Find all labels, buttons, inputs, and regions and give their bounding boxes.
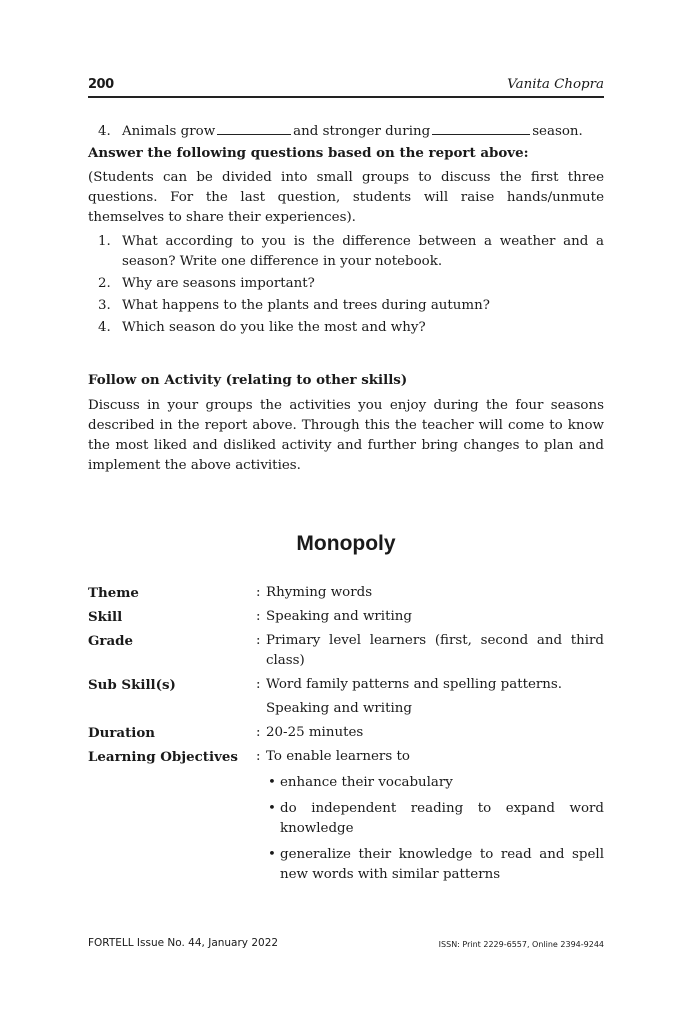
issn-info: ISSN: Print 2229-6557, Online 2394-9244 [438,940,604,949]
question-text: Which season do you like the most and why? [122,320,426,335]
question-item [88,232,604,272]
meta-row-skill [88,607,604,627]
meta-row-sub-skills [88,675,604,719]
questions-instruction: (Students can be divided into small groups to discuss the first three questions. For the last question, students will raise hands/unmute themselves to share their experiences). [88,170,604,225]
activity-meta [88,583,604,885]
meta-value-line: Speaking and writing [266,701,412,716]
question-number: 1. [98,234,111,249]
meta-row-learning-objectives [88,747,604,885]
objective-text: enhance their vocabulary [280,775,453,790]
question-number: 2. [98,276,111,291]
follow-on-heading: Follow on Activity (relating to other skills) [88,372,408,388]
meta-colon: : [256,677,261,692]
fill-in-text-before: Animals grow [122,124,216,139]
meta-colon: : [256,725,261,740]
page-footer [88,933,604,949]
meta-value [266,675,604,719]
meta-label: Sub Skill(s) [88,677,176,693]
meta-value [266,747,604,885]
fill-in-number: 4. [98,124,111,139]
fill-in-text-after: season. [532,124,583,139]
meta-row-grade [88,631,604,671]
question-text: Why are seasons important? [122,276,315,291]
running-author: Vanita Chopra [507,77,604,92]
bullet-icon: • [268,801,276,816]
meta-value: Primary level learners (first, second and third class) [266,633,604,668]
answer-blank-1[interactable] [217,120,291,135]
questions-heading: Answer the following questions based on the report above: [88,145,529,161]
meta-label: Learning Objectives [88,749,238,765]
follow-on-section [88,370,604,476]
meta-value-line: Word family patterns and spelling patterns. [266,677,563,692]
meta-row-theme [88,583,604,603]
header-rule [88,96,604,98]
meta-colon: : [256,585,261,600]
meta-label: Grade [88,633,134,649]
meta-colon: : [256,749,261,764]
meta-value: Speaking and writing [266,609,412,624]
fill-in-text-middle: and stronger during [293,124,431,139]
answer-blank-2[interactable] [432,120,530,135]
objective-item [266,845,604,885]
question-item [88,296,604,316]
meta-row-duration [88,723,604,743]
meta-colon: : [256,609,261,624]
objective-item [266,799,604,839]
objective-item [266,773,604,793]
question-item [88,318,604,338]
running-header [88,75,604,95]
question-item [88,274,604,294]
meta-value: Rhyming words [266,585,373,600]
question-text: What according to you is the difference between a weather and a season? Write one difference in your notebook. [122,234,604,269]
questions-section [88,143,604,338]
objective-text: do independent reading to expand word knowledge [280,801,604,836]
question-list [88,232,604,338]
meta-colon: : [256,633,261,648]
follow-on-body: Discuss in your groups the activities you enjoy during the four seasons described in the report above. Through this the teacher will come to know the most liked and disliked activity and further bring changes to plan and implement the above activities. [88,398,604,473]
fill-in-item [88,120,604,142]
meta-label: Theme [88,585,139,601]
bullet-icon: • [268,775,276,790]
question-text: What happens to the plants and trees during autumn? [122,298,490,313]
meta-label: Skill [88,609,123,625]
meta-label: Duration [88,725,156,741]
meta-value: 20-25 minutes [266,725,364,740]
journal-issue: FORTELL Issue No. 44, January 2022 [88,937,279,949]
objectives-intro: To enable learners to [266,749,410,764]
question-number: 4. [98,320,111,335]
activity-title: Monopoly [296,532,396,555]
objective-text: generalize their knowledge to read and spell new words with similar patterns [280,847,604,882]
page-number: 200 [88,77,114,92]
objectives-list [266,773,604,885]
question-number: 3. [98,298,111,313]
bullet-icon: • [268,847,276,862]
